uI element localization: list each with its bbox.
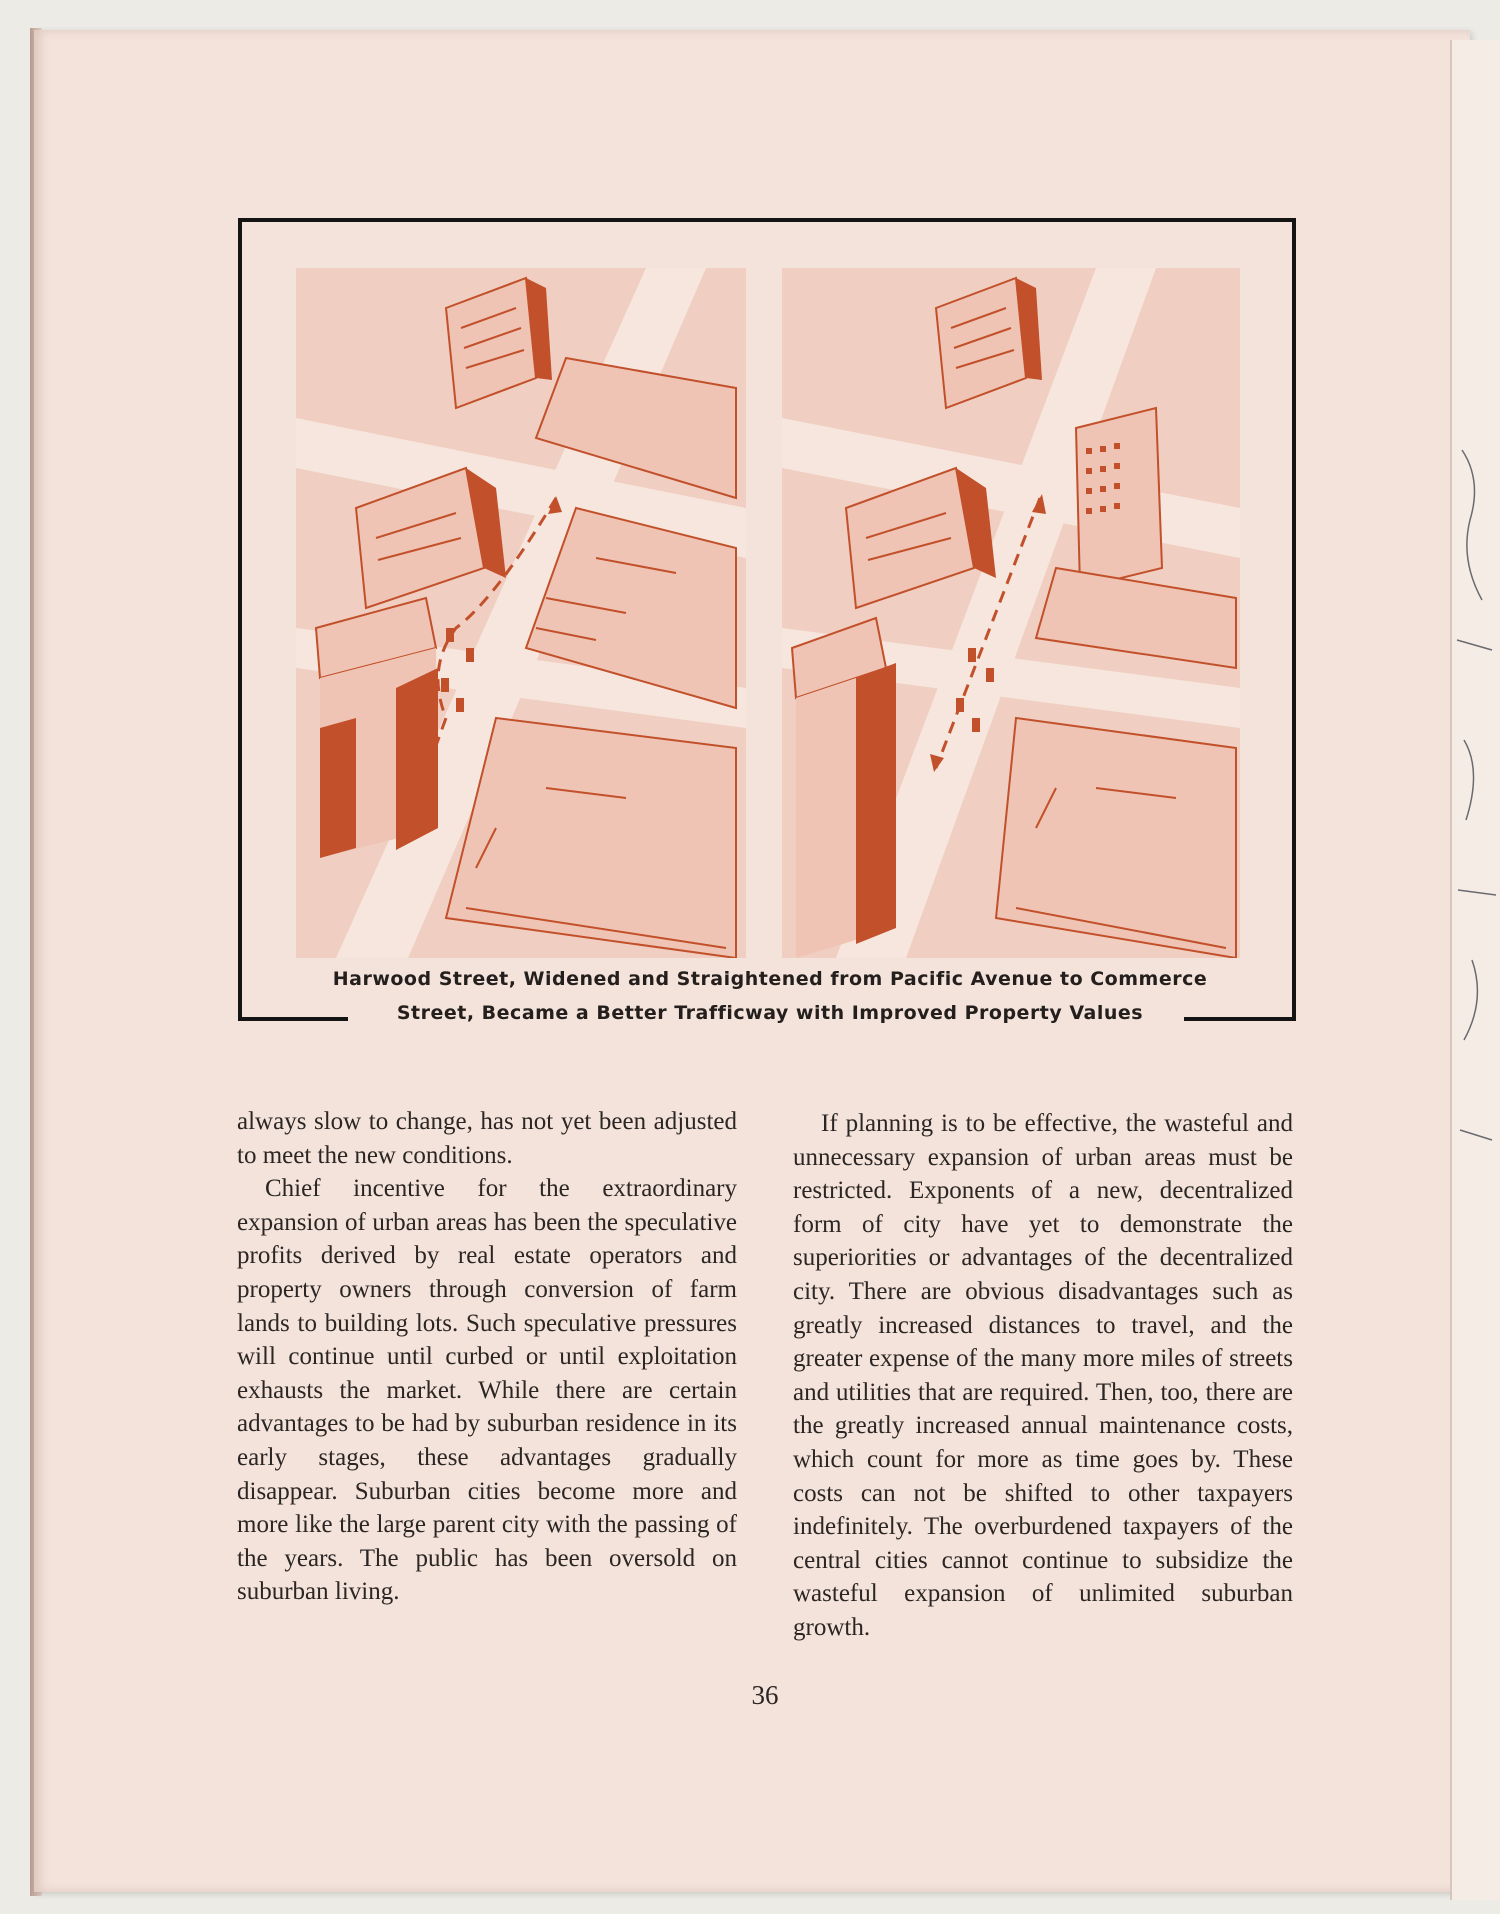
caption-line-1: Harwood Street, Widened and Straightened from Pacific Avenue to Commerce: [332, 968, 1208, 990]
figure-caption: [290, 962, 1250, 1030]
paragraph: If planning is to be effective, the wasteful and unnecessary expansion of urban areas must be restricted. Exponents of a new, decentralized form of city have yet to demonstrate the superiorities or advantages of the decentralized city. There are obvious disadvantages such as greatly increased distances to travel, and the greater expense of the many more miles of streets and utilities that are required. Then, too, there are the greatly increased annual maintenance costs, which count for more as time goes by. These costs can not be shifted to other taxpayers indefinitely. The overburdened taxpayers of the central cities cannot continue to subsidize the wasteful expansion of unlimited suburban growth.: [793, 1110, 1293, 1641]
page-number: 36: [751, 1680, 779, 1710]
caption-line-2: Street, Became a Better Trafficway with Improved Property Values: [396, 1002, 1144, 1024]
before-panel: [296, 268, 746, 958]
text-column-right: [793, 1107, 1293, 1645]
paragraph: always slow to change, has not yet been adjusted to meet the new conditions.: [237, 1108, 737, 1169]
street-illustration: [296, 268, 1240, 958]
text-column-left: [237, 1105, 737, 1609]
pencil-scribble: [1452, 440, 1500, 1240]
after-panel: [782, 268, 1240, 958]
paragraph: Chief incentive for the extraordinary expansion of urban areas has been the speculative profits derived by real estate operators and property owners through conversion of farm lands to building lots. Such speculative pressures will continue until curbed or until exploitation exhausts the market. While there are certain advantages to be had by suburban residence in its early stages, these advantages gradually disappear. Suburban cities become more and more like the large parent city with the passing of the years. The public has been oversold on suburban living.: [237, 1175, 737, 1606]
